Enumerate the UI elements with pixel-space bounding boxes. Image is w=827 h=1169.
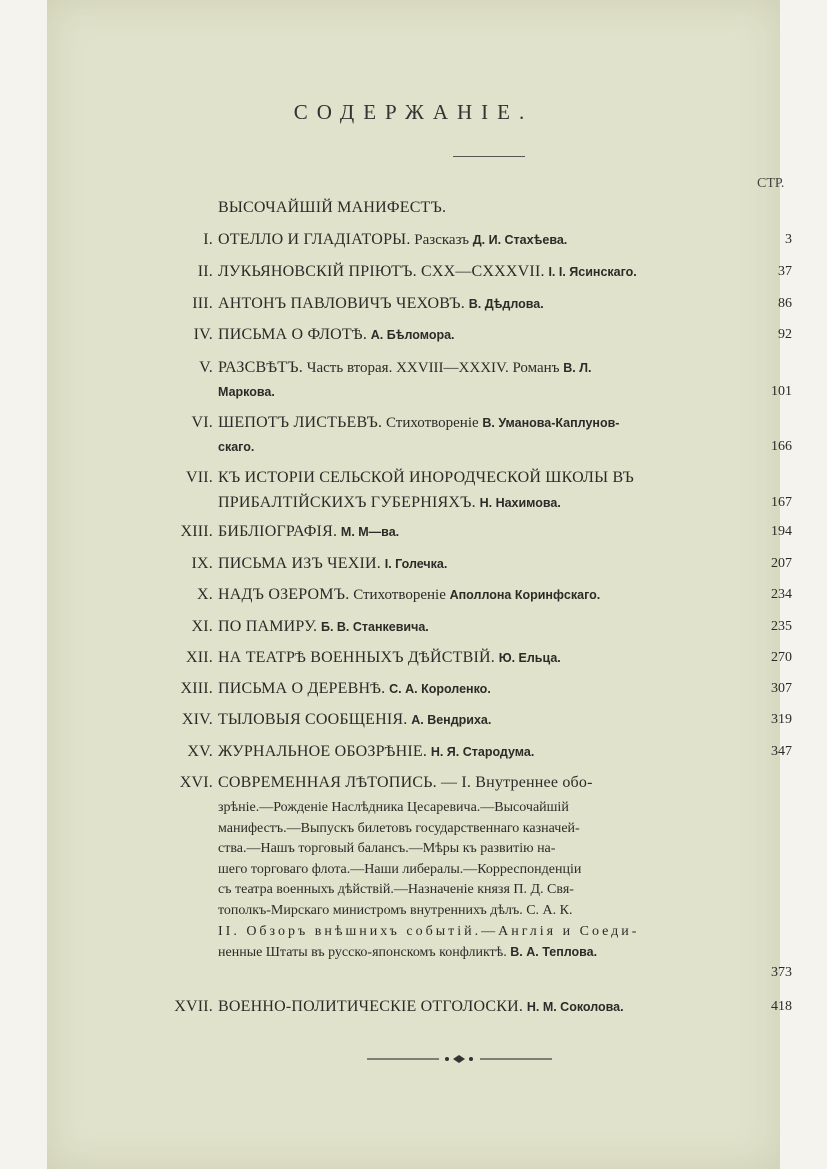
entry-heading: ПИСЬМА О ФЛОТѢ. (218, 326, 368, 343)
entry-author: Н. Нахимова. (479, 496, 561, 510)
entry-author: Аполлона Коринфскаго. (449, 588, 601, 602)
entry-number: XIV. (181, 711, 213, 728)
entry-heading: ШЕПОТЪ ЛИСТЬЕВЪ. (218, 414, 383, 431)
entry-author: Д. И. Стахѣева. (472, 233, 568, 247)
entry-author: В. Дѣдлова. (468, 297, 544, 311)
entry-page: 37 (778, 264, 792, 279)
entry-page: 194 (771, 524, 792, 539)
xvi-line: манифестъ.—Выпускъ билетовъ государственнаго казначей- (218, 820, 580, 836)
xvi-line: съ театра военныхъ дѣйствій.—Назначеніе князя П. Д. Свя- (218, 882, 574, 898)
entry-author: скаго. (218, 440, 255, 454)
entry-heading: ВОЕННО-ПОЛИТИЧЕСКІЕ ОТГОЛОСКИ. (218, 998, 524, 1015)
entry-page: 235 (771, 619, 792, 634)
entry-heading: НА ТЕАТРѢ ВОЕННЫХЪ ДѢЙСТВІЙ. (218, 649, 495, 666)
entry-heading: НАДЪ ОЗЕРОМЪ. (218, 586, 350, 603)
entry-page: 92 (778, 327, 792, 342)
entry-subtitle: Стихотвореніе (353, 587, 446, 603)
page-column-label: СТР. (757, 176, 785, 191)
xvi-line: ства.—Нашъ торговый балансъ.—Мѣры къ развитію на- (218, 841, 556, 857)
entry-author: А. Вендриха. (411, 713, 492, 727)
entry-page: 166 (771, 439, 792, 454)
entry-page: 167 (771, 495, 792, 510)
page (47, 0, 792, 1169)
entry-page: 270 (771, 650, 792, 665)
entry-page: 207 (771, 556, 792, 571)
entry-number: XI. (191, 618, 213, 635)
entry-heading: ЛУКЬЯНОВСКІЙ ПРІЮТЪ. CXX—CXXXVII. (218, 263, 545, 280)
entry-page: 86 (778, 296, 792, 311)
entry-author: І. Голечка. (384, 557, 448, 571)
entry-heading: ПРИБАЛТІЙСКИХЪ ГУБЕРНІЯХЪ. (218, 494, 476, 511)
entry-author: Маркова. (218, 385, 275, 399)
entry-number: IV. (193, 326, 213, 343)
entry-number: VI. (191, 414, 213, 431)
entry-author: С. А. Короленко. (389, 682, 491, 696)
entry-author: А. Бѣломора. (370, 328, 455, 342)
entry-subtitle: Часть вторая. XXVIII—XXXIV. Романъ (306, 360, 560, 376)
entry-number: IX. (191, 555, 213, 572)
entry-heading: АНТОНЪ ПАВЛОВИЧЪ ЧЕХОВЪ. (218, 295, 465, 312)
entry-heading: ПИСЬМА ИЗЪ ЧЕХІИ. (218, 555, 381, 572)
xvi-line: шего торговаго флота.—Наши либералы.—Корреспонденціи (218, 861, 582, 877)
manifest-heading: ВЫСОЧАЙШІЙ МАНИФЕСТЪ. (218, 199, 447, 216)
entry-page: 307 (771, 681, 792, 696)
entry-author: В. А. Теплова. (510, 945, 598, 960)
ornament-divider (367, 1054, 552, 1064)
entry-heading: БИБЛІОГРАФІЯ. (218, 523, 338, 540)
entry-number: VII. (185, 469, 213, 486)
entry-author: Н. М. Соколова. (526, 1000, 624, 1014)
entry-author: І. І. Ясинскаго. (548, 265, 637, 279)
entry-heading: ПО ПАМИРУ. (218, 618, 318, 635)
entry-page: 418 (771, 999, 792, 1014)
entry-heading: ПИСЬМА О ДЕРЕВНѢ. (218, 680, 386, 697)
entry-author: В. Л. (563, 361, 592, 375)
entry-subtitle: Разсказъ (414, 232, 469, 248)
entry-author: Ю. Ельца. (498, 651, 561, 665)
entry-number: XII. (185, 649, 213, 666)
title-rule (453, 156, 525, 157)
entry-author: В. Уманова-Каплунов- (482, 416, 620, 430)
entry-page: 319 (771, 712, 792, 727)
entry-heading: РАЗСВѢТЪ. (218, 359, 303, 376)
xvi-line: зрѣніе.—Рожденіе Наслѣдника Цесаревича.—Высочайшій (218, 800, 569, 815)
entry-author: М. М—ва. (340, 525, 400, 539)
entry-heading: КЪ ИСТОРІИ СЕЛЬСКОЙ ИНОРОДЧЕСКОЙ ШКОЛЫ ВЪ (218, 469, 634, 486)
entry-number: XIII. (180, 523, 213, 540)
xvi-line: ненные Штаты въ русско-японскомъ конфликтѣ. (218, 945, 507, 961)
entry-page: 3 (785, 232, 792, 247)
xvi-body (218, 798, 748, 964)
entry-author: Б. В. Станкевича. (320, 620, 429, 634)
entry-subtitle: Стихотвореніе (385, 415, 479, 431)
entry-number: I. (203, 231, 213, 248)
entry-number: XVI. (179, 774, 213, 791)
xvi-line: II. Обзоръ внѣшнихъ событій.—Англія и Соеди- (218, 923, 640, 939)
entry-number: XIII. (180, 680, 213, 697)
entry-number: XVII. (174, 998, 213, 1015)
entry-page: 347 (771, 744, 792, 759)
entry-author: Н. Я. Стародума. (430, 745, 535, 759)
entry-page: 234 (771, 587, 792, 602)
entry-heading: ЖУРНАЛЬНОЕ ОБОЗРѢНІЕ. (218, 743, 428, 760)
entry-number: X. (197, 586, 213, 603)
entry-number: II. (197, 263, 213, 280)
entry-number: V. (199, 359, 213, 376)
entry-page: 101 (771, 384, 792, 399)
entry-number: XV. (187, 743, 213, 760)
xvi-line: тополкъ-Мирскаго министромъ внутреннихъ дѣлъ. С. А. К. (218, 902, 573, 918)
page-title: СОДЕРЖАНІЕ. (293, 100, 534, 124)
entry-number: III. (192, 295, 213, 312)
entry-heading: СОВРЕМЕННАЯ ЛѢТОПИСЬ. — I. Внутреннее обо- (218, 774, 593, 791)
entry-page: 373 (771, 965, 792, 980)
entry-heading: ОТЕЛЛО И ГЛАДІАТОРЫ. (218, 231, 411, 248)
entry-heading: ТЫЛОВЫЯ СООБЩЕНІЯ. (218, 711, 408, 728)
